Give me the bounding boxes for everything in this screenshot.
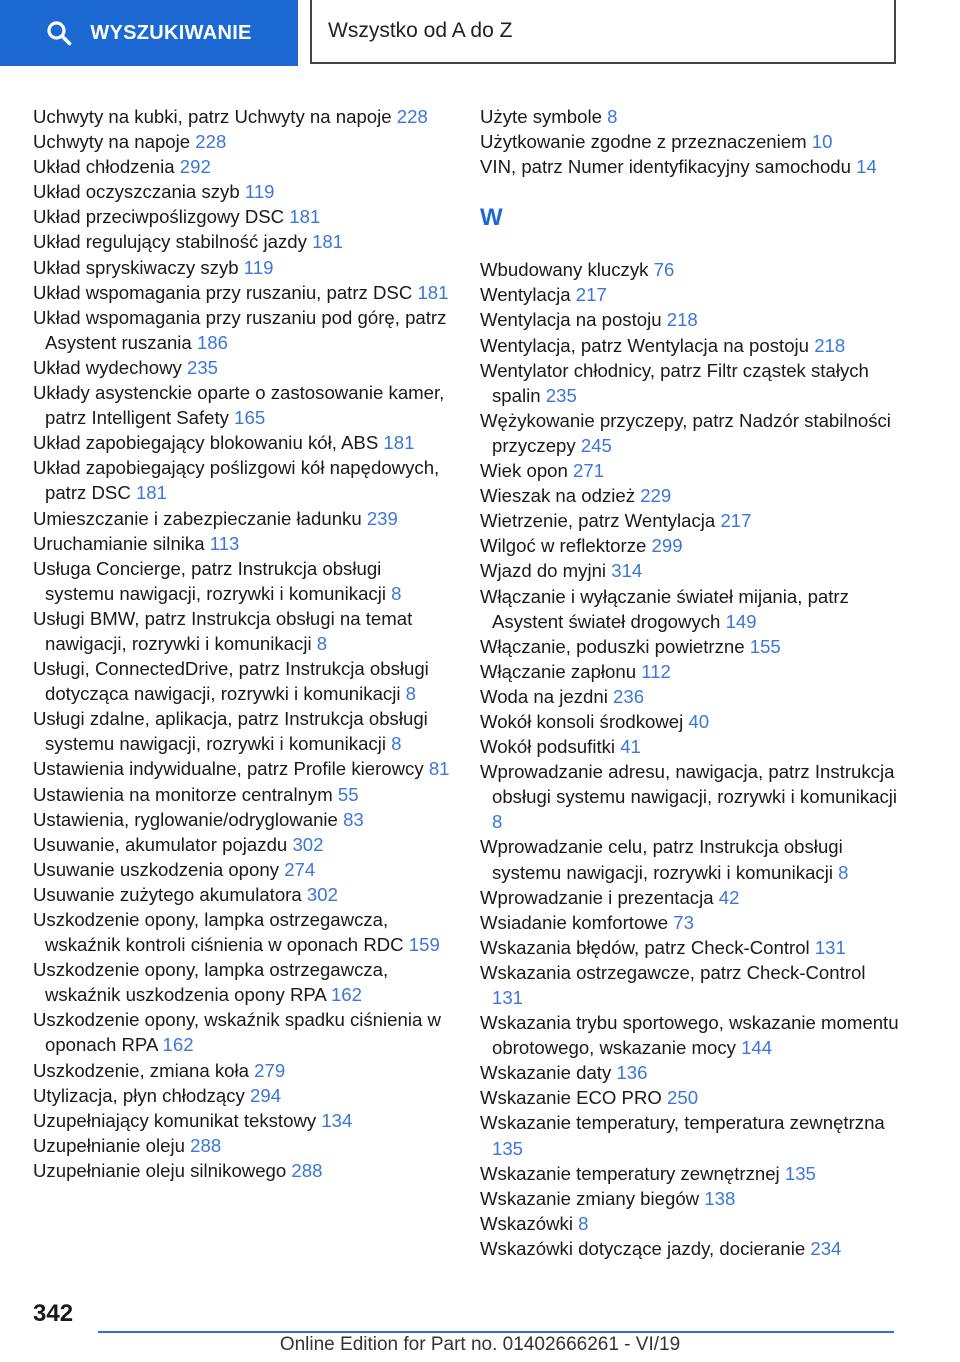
page-link[interactable]: 119 (244, 181, 275, 203)
index-entry (480, 960, 900, 1010)
index-entry-text: Wprowadzanie celu, patrz Instrukcja obsługi systemu nawigacji, rozrywki i komunikacji (480, 836, 843, 883)
page-link[interactable]: 119 (243, 256, 274, 278)
page-link[interactable]: 131 (492, 987, 524, 1008)
index-entry-text: Wężykowanie przyczepy, patrz Nadzór stabilności przyczepy (480, 409, 891, 456)
page-link[interactable]: 292 (179, 156, 211, 178)
index-entry (480, 307, 900, 332)
page-link[interactable]: 274 (284, 858, 316, 880)
index-entry-text: Wsiadanie komfortowe (480, 911, 669, 933)
page-link[interactable]: 229 (640, 485, 672, 507)
index-entry (33, 907, 453, 957)
index-entry-text: Układ przeciwpoślizgowy DSC (33, 206, 285, 228)
page-link[interactable]: 73 (673, 911, 694, 933)
index-entry (33, 1133, 453, 1158)
index-entry-text: Wiek opon (480, 460, 568, 482)
index-entry (480, 458, 900, 483)
index-entry (480, 558, 900, 583)
index-entry-text: VIN, patrz Numer identyfikacyjny samochodu (480, 156, 851, 178)
index-entry-text: Układ spryskiwaczy szyb (33, 256, 239, 278)
page-link[interactable]: 134 (321, 1109, 353, 1131)
index-entry-text: Układ zapobiegający blokowaniu kół, ABS (33, 432, 379, 454)
page-link[interactable]: 162 (162, 1034, 194, 1056)
page-link[interactable]: 149 (725, 610, 757, 632)
index-entry (33, 280, 453, 305)
index-entry (33, 857, 453, 882)
page-link[interactable]: 165 (234, 407, 266, 429)
index-entry-text: Uzupełniający komunikat tekstowy (33, 1109, 317, 1131)
index-entry (480, 1085, 900, 1110)
index-entry-text: Wjazd do myjni (480, 560, 607, 582)
index-entry (33, 606, 453, 656)
page-link[interactable]: 294 (250, 1084, 282, 1106)
index-entry (33, 154, 453, 179)
index-entry (33, 506, 453, 531)
index-entry (480, 885, 900, 910)
index-entry (480, 533, 900, 558)
index-entry (480, 358, 900, 408)
index-entry (480, 333, 900, 358)
index-entry (480, 257, 900, 282)
index-entry (480, 935, 900, 960)
index-entry (33, 104, 453, 129)
index-entry (33, 807, 453, 832)
index-entry (480, 408, 900, 458)
page-link[interactable]: 181 (312, 231, 344, 253)
index-column-left (33, 104, 453, 1183)
index-entry (480, 1236, 900, 1261)
page-link[interactable]: 8 (578, 1212, 589, 1234)
index-entry-text: Uruchamianie silnika (33, 532, 205, 554)
index-entry (480, 1186, 900, 1211)
index-entry (480, 129, 900, 154)
index-entry (33, 305, 453, 355)
page-link[interactable]: 181 (417, 281, 449, 303)
page-link[interactable]: 8 (838, 861, 849, 883)
page-link[interactable]: 40 (688, 710, 710, 732)
page-link[interactable]: 228 (396, 106, 428, 127)
index-entry (33, 1007, 453, 1057)
index-entry-text: Układ wspomagania przy ruszaniu, patrz DSC (33, 281, 413, 303)
page-link[interactable]: 81 (428, 758, 450, 780)
index-entry (33, 1108, 453, 1133)
index-entry-text: Układ oczyszczania szyb (33, 181, 240, 203)
index-entry-text: Wokół podsufitki (480, 736, 616, 758)
index-entry (480, 1211, 900, 1236)
index-entry-text: Wentylacja na postoju (480, 309, 662, 331)
index-entry (33, 656, 453, 706)
index-entry-text: Wprowadzanie i prezentacja (480, 886, 714, 908)
index-entry-text: Wskazówki dotyczące jazdy, docieranie (480, 1237, 806, 1259)
search-icon (46, 20, 72, 46)
page-link[interactable]: 41 (620, 736, 641, 758)
index-entry-text: Układ wydechowy (33, 356, 182, 378)
index-entry-text: Wentylacja (480, 284, 571, 306)
index-entry-text: Wentylator chłodnicy, patrz Filtr cząstek stałych spalin (480, 359, 869, 406)
index-entry-text: Wskazanie daty (480, 1062, 612, 1084)
index-entry (33, 204, 453, 229)
index-entry-text: Wskazanie temperatury zewnętrznej (480, 1162, 780, 1184)
section-title: Wszystko od A do Z (310, 0, 896, 64)
page-link[interactable]: 228 (195, 131, 227, 153)
page-link[interactable]: 314 (611, 560, 643, 582)
index-entry (33, 380, 453, 430)
index-entry (33, 129, 453, 154)
page-link[interactable]: 271 (573, 460, 605, 482)
index-entry-text: Uszkodzenie, zmiana koła (33, 1059, 249, 1081)
page-link[interactable]: 10 (811, 131, 833, 153)
index-entry (480, 709, 900, 734)
index-entry (480, 1110, 900, 1160)
index-entry (480, 508, 900, 533)
page-link[interactable]: 302 (306, 883, 338, 905)
footer-edition (0, 1334, 960, 1356)
index-entry (480, 834, 900, 884)
index-entry-text: Wentylacja, patrz Wentylacja na postoju (480, 334, 810, 356)
index-entry-text: Usuwanie uszkodzenia opony (33, 858, 280, 880)
index-entry (480, 282, 900, 307)
page-link[interactable]: 302 (292, 833, 324, 855)
page-link[interactable]: 236 (613, 685, 645, 707)
index-entry (33, 832, 453, 857)
index-entry-text: Wprowadzanie adresu, nawigacja, patrz Instrukcja obsługi systemu nawigacji, rozrywki i komunikacji (480, 761, 898, 808)
index-column-right (480, 104, 900, 1261)
page-link[interactable]: 217 (720, 510, 752, 532)
page-link[interactable]: 8 (391, 582, 402, 604)
page-link[interactable]: 288 (190, 1134, 222, 1156)
page-link[interactable]: 181 (383, 432, 415, 454)
index-entry (33, 756, 453, 781)
index-entry-text: Wilgoć w reflektorze (480, 535, 647, 557)
page-link[interactable]: 235 (545, 384, 577, 406)
index-entry-text: Wieszak na odzież (480, 485, 636, 507)
page-link[interactable]: 235 (187, 356, 219, 378)
page-link[interactable]: 181 (289, 206, 321, 228)
index-entry-text: Usługi, ConnectedDrive, patrz Instrukcja obsługi dotycząca nawigacji, rozrywki i komunikacji (33, 658, 429, 705)
page-link[interactable]: 299 (651, 535, 683, 557)
page-link[interactable]: 218 (666, 309, 698, 331)
index-entry (480, 154, 900, 179)
page-link[interactable]: 76 (653, 259, 675, 281)
page-link[interactable]: 112 (641, 660, 671, 682)
page-link[interactable]: 83 (343, 808, 364, 830)
page-link[interactable]: 42 (718, 886, 740, 908)
letter-heading: W (480, 204, 503, 232)
page-link[interactable]: 131 (814, 936, 846, 958)
index-entry-text: Wskazanie zmiany biegów (480, 1187, 700, 1209)
page-link[interactable]: 250 (667, 1087, 699, 1109)
page-link[interactable]: 135 (492, 1137, 524, 1159)
index-entry (480, 1161, 900, 1186)
page-link[interactable]: 155 (749, 635, 781, 657)
page-link[interactable]: 136 (616, 1062, 648, 1084)
index-entry (33, 957, 453, 1007)
page-link[interactable]: 144 (741, 1037, 773, 1059)
search-button-label: WYSZUKIWANIE (90, 21, 252, 44)
page-link[interactable]: 138 (704, 1187, 736, 1209)
index-entry (480, 483, 900, 508)
index-entry-text: Uszkodzenie opony, wskaźnik spadku ciśnienia w oponach RPA (33, 1009, 441, 1056)
index-entry-text: Usługi BMW, patrz Instrukcja obsługi na temat nawigacji, rozrywki i komunikacji (33, 607, 413, 654)
page-link[interactable]: 288 (291, 1159, 323, 1181)
page-link[interactable]: 14 (856, 156, 877, 178)
page-link[interactable]: 135 (784, 1162, 816, 1184)
index-entry-text: Uchwyty na kubki, patrz Uchwyty na napoje (33, 106, 392, 127)
index-entry-text: Uszkodzenie opony, lampka ostrzegawcza, wskaźnik kontroli ciśnienia w oponach RDC (33, 909, 404, 956)
index-entry (480, 584, 900, 634)
index-entry-text: Wskazania trybu sportowego, wskazanie momentu obrotowego, wskazanie mocy (480, 1012, 899, 1059)
index-entry (33, 1158, 453, 1183)
footer-edition-text: Online Edition for Part no. 01402666261 - VI/19 (279, 1334, 681, 1355)
index-entry-text: Układ zapobiegający poślizgowi kół napędowych, patrz DSC (33, 457, 440, 504)
footer-divider (98, 1331, 894, 1333)
index-entry-text: Wokół konsoli środkowej (480, 710, 684, 732)
page-link[interactable]: 186 (196, 331, 228, 353)
index-entry (480, 684, 900, 709)
index-entry-text: Wskazówki (480, 1212, 573, 1234)
index-entry-text: Układ regulujący stabilność jazdy (33, 231, 307, 253)
page-link[interactable]: 239 (366, 507, 398, 529)
index-entry (33, 1058, 453, 1083)
index-entry (33, 706, 453, 756)
index-entry (480, 1060, 900, 1085)
page-number: 342 (33, 1300, 74, 1327)
page-link[interactable]: 8 (607, 106, 618, 127)
index-entry (480, 104, 900, 129)
page-link[interactable]: 162 (330, 984, 362, 1006)
index-entry (33, 229, 453, 254)
index-entry-text: Wskazania błędów, patrz Check-Control (480, 936, 810, 958)
page-link[interactable]: 8 (492, 811, 503, 833)
index-entry-text: Układ chłodzenia (33, 156, 175, 178)
index-entry-text: Uszkodzenie opony, lampka ostrzegawcza, wskaźnik uszkodzenia opony RPA (33, 959, 389, 1006)
index-entry-text: Umieszczanie i zabezpieczanie ładunku (33, 507, 362, 529)
page-link[interactable]: 113 (209, 532, 240, 554)
page-link[interactable]: 218 (814, 334, 846, 356)
index-entry-text: Użytkowanie zgodne z przeznaczeniem (480, 131, 807, 153)
index-entry (33, 455, 453, 505)
page-link[interactable]: 217 (575, 284, 607, 306)
search-button[interactable] (0, 0, 298, 66)
index-entry-text: Włączanie i wyłączanie świateł mijania, patrz Asystent świateł drogowych (480, 585, 849, 632)
index-entry (480, 659, 900, 684)
index-entry (33, 255, 453, 280)
index-entry-text: Wskazanie temperatury, temperatura zewnętrzna (480, 1112, 885, 1134)
page-link[interactable]: 55 (337, 783, 359, 805)
index-entry-text: Wietrzenie, patrz Wentylacja (480, 510, 716, 532)
index-entry (480, 910, 900, 935)
index-entry (480, 759, 900, 834)
index-entry (33, 556, 453, 606)
index-entry-text: Usługi zdalne, aplikacja, patrz Instrukcja obsługi systemu nawigacji, rozrywki i komunikacji (33, 708, 428, 755)
page-link[interactable]: 279 (254, 1059, 286, 1081)
index-entry-text: Użyte symbole (480, 106, 602, 127)
index-entry (33, 782, 453, 807)
index-entry-text: Utylizacja, płyn chłodzący (33, 1084, 245, 1106)
index-entry-text: Woda na jezdni (480, 685, 608, 707)
index-entry-text: Ustawienia indywidualne, patrz Profile kierowcy (33, 758, 424, 780)
index-entry-text: Układ wspomagania przy ruszaniu pod górę, patrz Asystent ruszania (33, 306, 447, 353)
index-entry-text: Włączanie, poduszki powietrzne (480, 635, 745, 657)
index-entry-text: Uzupełnianie oleju (33, 1134, 185, 1156)
page-link[interactable]: 159 (408, 934, 440, 956)
index-entry (33, 179, 453, 204)
page-link[interactable]: 245 (580, 434, 612, 456)
index-entry (33, 430, 453, 455)
index-entry-text: Układy asystenckie oparte o zastosowanie kamer, patrz Intelligent Safety (33, 382, 445, 429)
index-entry-text: Wskazania ostrzegawcze, patrz Check-Control (480, 961, 866, 983)
index-entry-text: Usuwanie zużytego akumulatora (33, 883, 302, 905)
index-entry (33, 531, 453, 556)
index-entry-text: Usuwanie, akumulator pojazdu (33, 833, 288, 855)
page-link[interactable]: 8 (316, 632, 328, 654)
index-entry-text: Wskazanie ECO PRO (480, 1087, 662, 1109)
index-entry (480, 734, 900, 759)
index-entry-text: Włączanie zapłonu (480, 660, 637, 682)
index-entry-text: Wbudowany kluczyk (480, 259, 649, 281)
top-bar (0, 0, 960, 66)
index-entry-text: Uchwyty na napoje (33, 131, 191, 153)
page-link[interactable]: 181 (135, 482, 167, 504)
page-link[interactable]: 234 (810, 1237, 842, 1259)
index-entry-text: Ustawienia na monitorze centralnym (33, 783, 333, 805)
index-entry (33, 1083, 453, 1108)
index-entry (480, 634, 900, 659)
index-entry (480, 1010, 900, 1060)
index-entry-text: Ustawienia, ryglowanie/odryglowanie (33, 808, 338, 830)
page-link[interactable]: 8 (391, 733, 402, 755)
index-entry-text: Uzupełnianie oleju silnikowego (33, 1159, 287, 1181)
index-entry (33, 355, 453, 380)
index-entry-text: Usługa Concierge, patrz Instrukcja obsługi systemu nawigacji, rozrywki i komunikacji (33, 557, 386, 604)
page-link[interactable]: 8 (405, 683, 416, 705)
index-entry (33, 882, 453, 907)
